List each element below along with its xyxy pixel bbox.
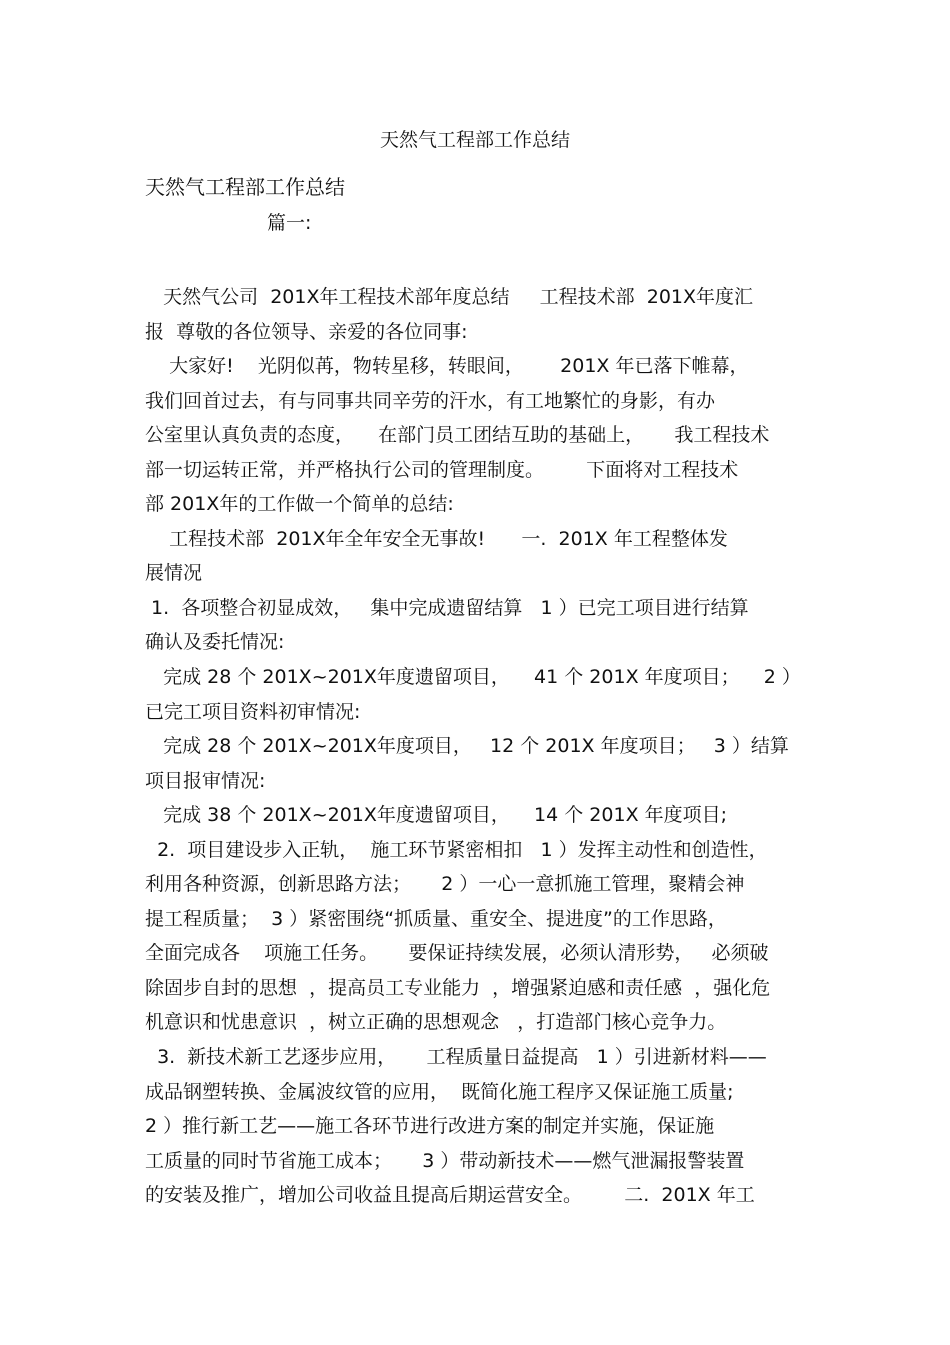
text-line: 工质量的同时节省施工成本； 3 ）带动新技术——燃气泄漏报警装置 — [145, 1149, 745, 1172]
text-line: 天然气公司 201X年工程技术部年度总结 工程技术部 201X年度汇 — [145, 286, 754, 308]
body-text — [145, 280, 815, 1213]
text-line: 2 ）推行新工艺——施工各环节进行改进方案的制定并实施，保证施 — [145, 1115, 715, 1138]
text-line: 提工程质量； 3 ）紧密围绕“抓质量、重安全、提进度”的工作思路， — [145, 907, 727, 930]
text-line: 完成 38 个 201X~201X年度遗留项目， 14 个 201X 年度项目; — [145, 804, 728, 827]
text-line: 部 201X年的工作做一个简单的总结: — [145, 493, 454, 516]
text-line: 公室里认真负责的态度， 在部门员工团结互助的基础上， 我工程技术 — [145, 424, 770, 447]
text-line: 项目报审情况: — [145, 769, 266, 792]
text-line: 的安装及推广，增加公司收益且提高后期运营安全。 二. 201X 年工 — [145, 1184, 755, 1207]
text-line: 我们回首过去，有与同事共同辛劳的汗水，有工地繁忙的身影，有办 — [145, 389, 716, 412]
text-line: 完成 28 个 201X~201X年度项目， 12 个 201X 年度项目； 3 ）结算 — [145, 735, 789, 758]
text-line: 1. 各项整合初显成效， 集中完成遗留结算 1 ）已完工项目进行结算 — [145, 596, 749, 619]
document-title: 天然气工程部工作总结 — [379, 129, 570, 151]
text-line: 机意识和忧患意识 ，树立正确的思想观念 ，打造部门核心竞争力。 — [145, 1011, 727, 1034]
text-line: 已完工项目资料初审情况: — [145, 700, 361, 723]
text-line: 2. 项目建设步入正轨， 施工环节紧密相扣 1 ）发挥主动性和创造性， — [145, 838, 768, 861]
text-line: 利用各种资源，创新思路方法； 2 ）一心一意抓施工管理，聚精会神 — [145, 873, 745, 896]
text-line: 大家好! 光阴似苒，物转星移，转眼间， 201X 年已落下帷幕， — [145, 355, 749, 378]
text-line: 工程技术部 201X年全年安全无事故! 一. 201X 年工程整体发 — [145, 527, 728, 550]
text-line: 确认及委托情况: — [145, 631, 285, 654]
text-line: 完成 28 个 201X~201X年度遗留项目， 41 个 201X 年度项目； 2 ） — [145, 666, 801, 689]
text-line: 3. 新技术新工艺逐步应用， 工程质量日益提高 1 ）引进新材料—— — [145, 1046, 767, 1069]
text-line: 成品钢塑转换、金属波纹管的应用， 既简化施工程序又保证施工质量; — [145, 1080, 734, 1103]
part-label: 篇一: — [267, 212, 312, 234]
text-line: 除固步自封的思想 ，提高员工专业能力 ，增强紧迫感和责任感 ，强化危 — [145, 976, 771, 999]
text-line: 全面完成各 项施工任务。 要保证持续发展，必须认清形势， 必须破 — [145, 942, 769, 965]
text-line: 部一切运转正常，并严格执行公司的管理制度。 下面将对工程技术 — [145, 458, 739, 481]
document-subtitle: 天然气工程部工作总结 — [145, 175, 345, 199]
text-line: 报 尊敬的各位领导、亲爱的各位同事: — [145, 320, 468, 343]
text-line: 展情况 — [145, 562, 203, 585]
